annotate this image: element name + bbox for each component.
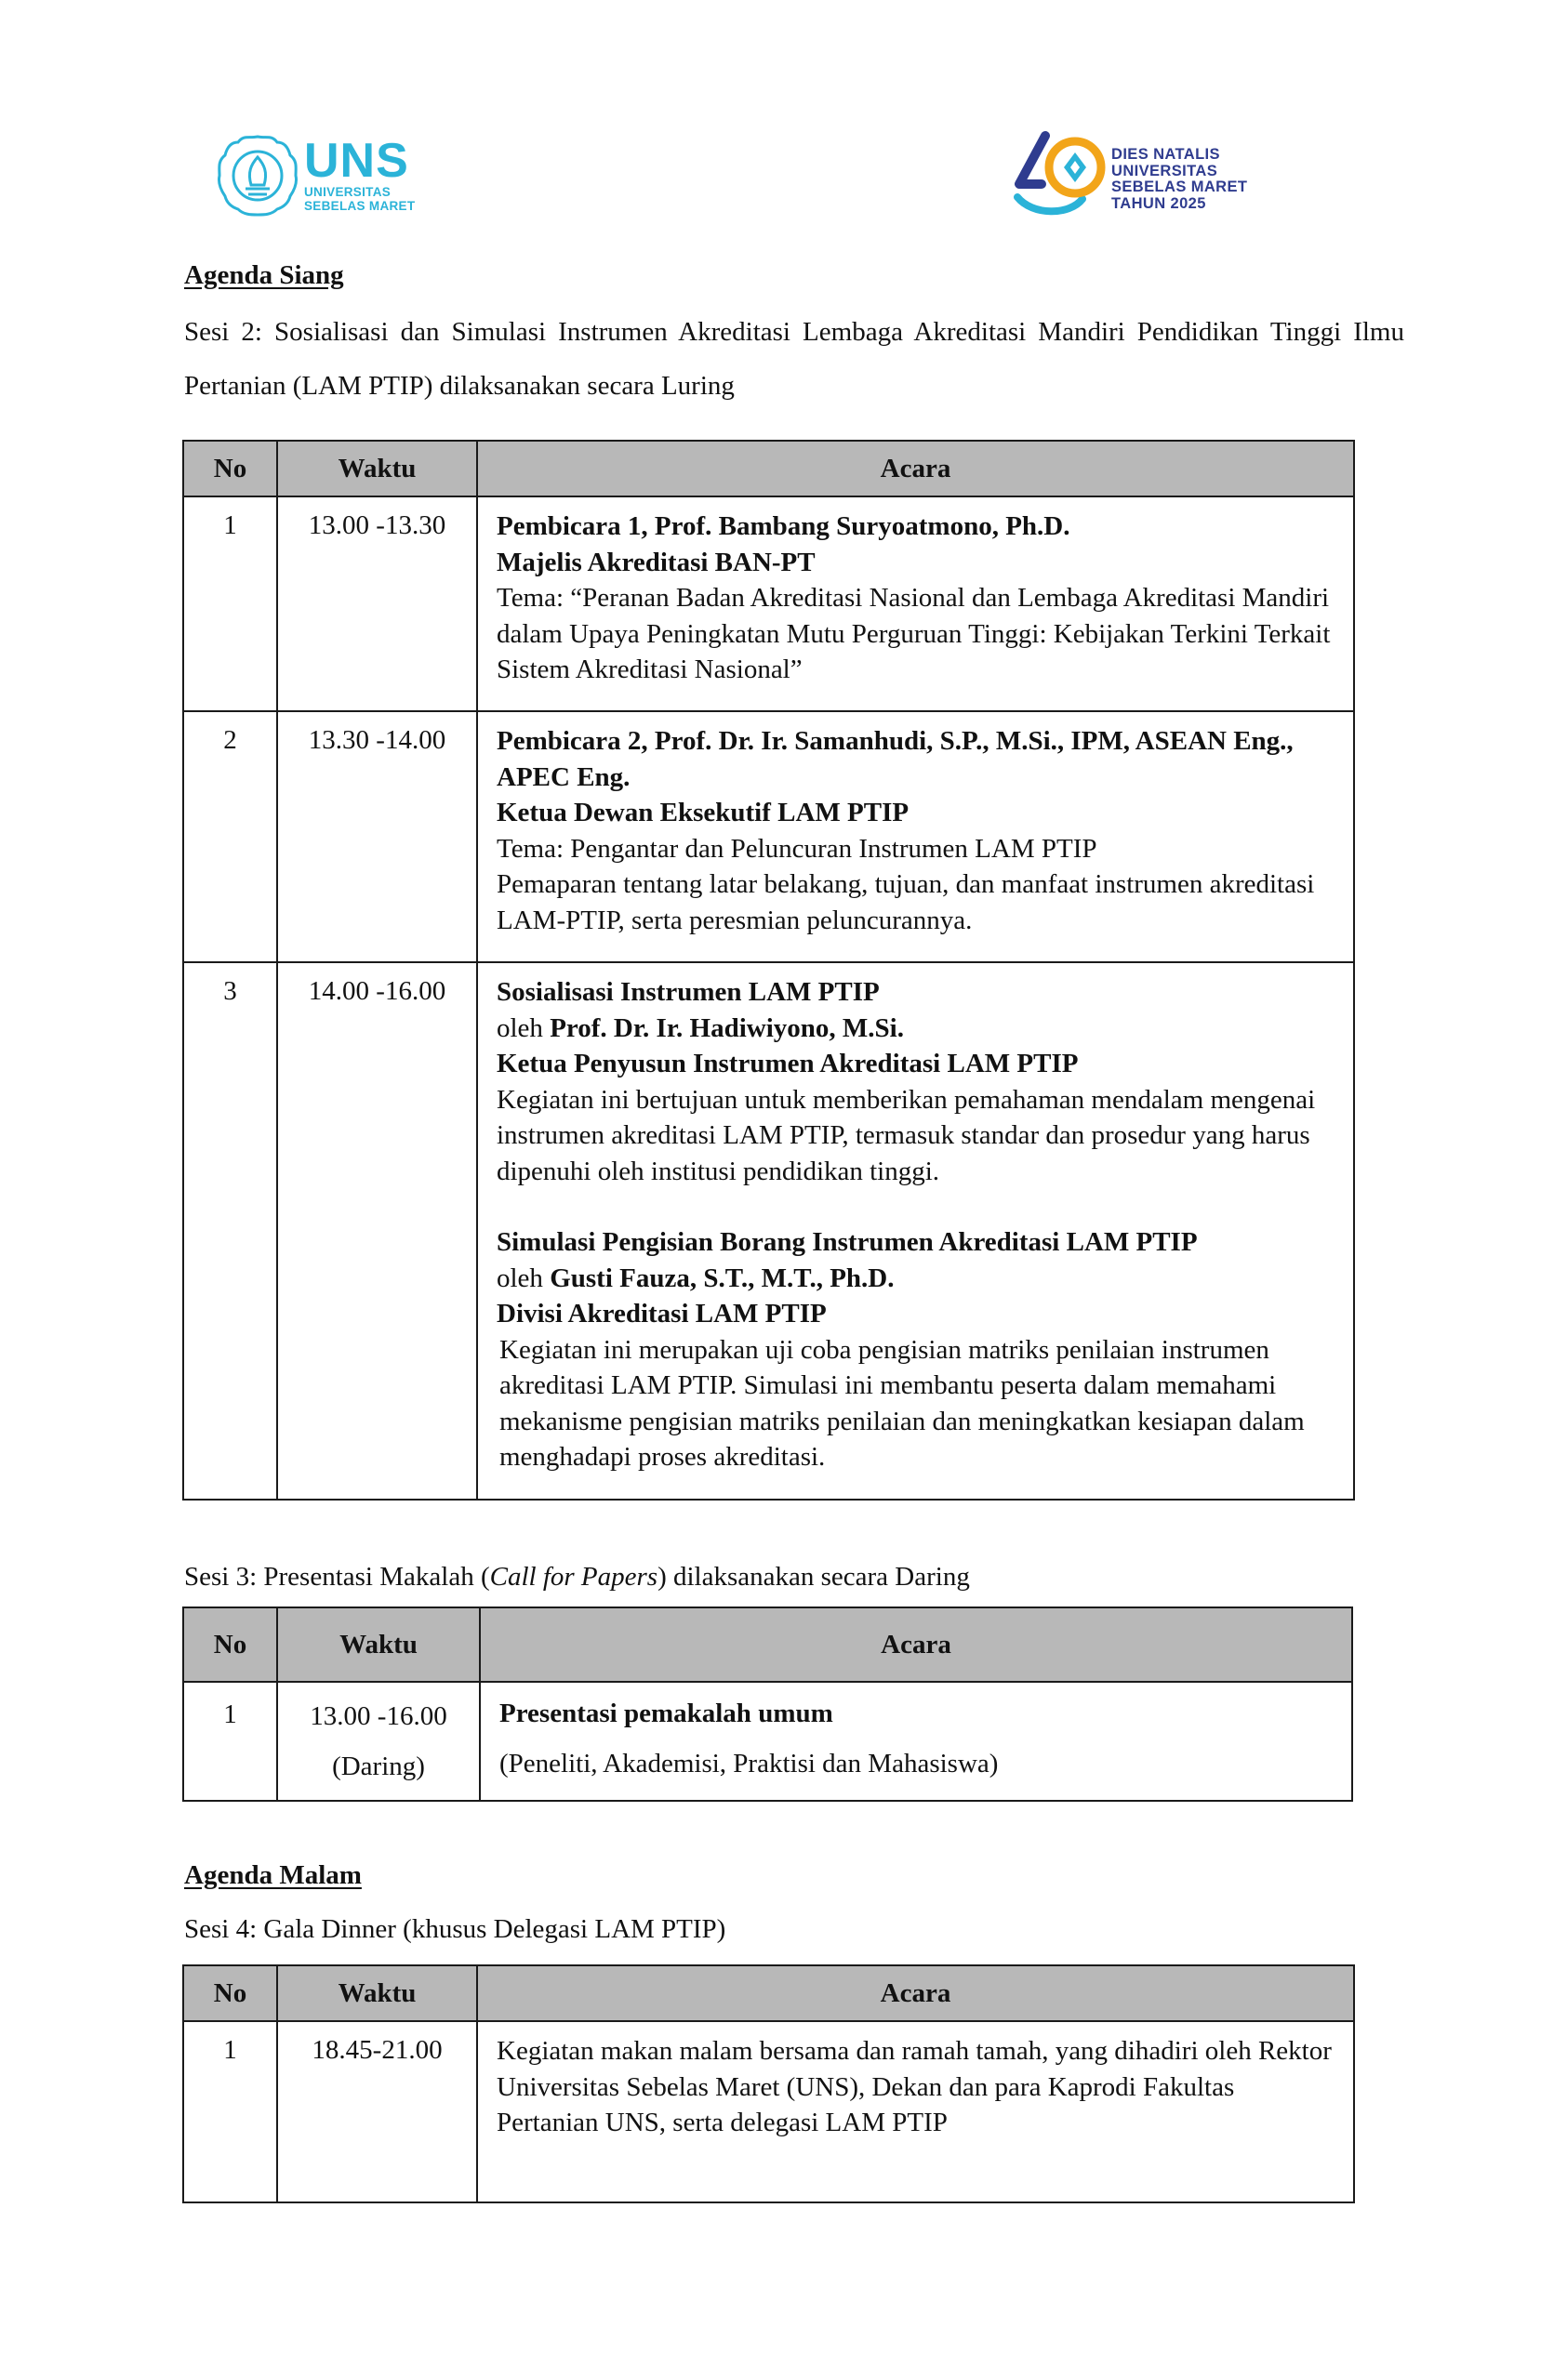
agenda-malam-heading: Agenda Malam — [184, 1860, 362, 1890]
session-b-description: Kegiatan ini merupakan uji coba pengisian matriks penilaian instrumen akreditasi LAM PTIP. Simulasi ini membantu peserta dalam memahami mekanisme pengisian matriks penilaian dan meningkatkan kesiapan dalam menghadapi proses akreditasi. — [499, 1334, 1305, 1472]
session-b-title: Simulasi Pengisian Borang Instrumen Akreditasi LAM PTIP — [497, 1227, 1198, 1257]
row-no: 1 — [183, 1682, 277, 1801]
table-row — [183, 496, 1354, 711]
row-acara — [480, 1682, 1352, 1801]
session-a-title: Sosialisasi Instrumen LAM PTIP — [497, 977, 880, 1007]
row-no: 2 — [183, 711, 277, 962]
speaker-name: Pembicara 1, Prof. Bambang Suryoatmono, Ph.D. — [497, 511, 1070, 541]
row-acara — [477, 711, 1354, 962]
sesi-3-description — [184, 1550, 970, 1604]
sesi-2-table — [182, 440, 1355, 1501]
speaker-name: Pembicara 2, Prof. Dr. Ir. Samanhudi, S.P., M.Si., IPM, ASEAN Eng., APEC Eng. — [497, 726, 1294, 792]
sesi-3-suffix: ) dilaksanakan secara Daring — [657, 1562, 970, 1592]
table-header-row — [183, 1965, 1354, 2021]
dies-line-2: UNIVERSITAS — [1111, 162, 1218, 179]
column-header-waktu: Waktu — [277, 441, 477, 496]
uns-line-2: SEBELAS MARET — [304, 199, 416, 213]
oleh-label: oleh — [497, 1263, 551, 1293]
row-acara — [477, 496, 1354, 711]
dies-49-emblem-icon — [1014, 130, 1107, 223]
speaker-role: Divisi Akreditasi LAM PTIP — [497, 1299, 827, 1329]
column-header-no: No — [183, 1607, 277, 1682]
column-header-no: No — [183, 1965, 277, 2021]
sesi-3-italic: Call for Papers — [489, 1562, 658, 1592]
column-header-no: No — [183, 441, 277, 496]
speaker-role: Ketua Penyusun Instrumen Akreditasi LAM PTIP — [497, 1049, 1079, 1078]
row-waktu: 14.00 -16.00 — [277, 962, 477, 1500]
column-header-acara: Acara — [480, 1607, 1352, 1682]
sesi-2-description: Sesi 2: Sosialisasi dan Simulasi Instrumen Akreditasi Lembaga Akreditasi Mandiri Pendidikan Tinggi Ilmu Pertanian (LAM PTIP) dilaksanakan secara Luring — [184, 317, 1404, 401]
speaker-role: Majelis Akreditasi BAN-PT — [497, 547, 816, 577]
row-no: 1 — [183, 496, 277, 711]
row-waktu: 18.45-21.00 — [277, 2021, 477, 2202]
sesi-3-prefix: Sesi 3: Presentasi Makalah ( — [184, 1562, 490, 1592]
speaker-name: Prof. Dr. Ir. Hadiwiyono, M.Si. — [550, 1012, 904, 1043]
oleh-label: oleh — [497, 1012, 551, 1043]
row-no: 3 — [183, 962, 277, 1500]
speaker-name: Gusti Fauza, S.T., M.T., Ph.D. — [550, 1263, 895, 1293]
dies-line-4: TAHUN 2025 — [1111, 194, 1206, 212]
table-header-row — [183, 441, 1354, 496]
row-waktu — [277, 1682, 480, 1801]
sesi-4-table — [182, 1964, 1355, 2203]
speaker-role: Ketua Dewan Eksekutif LAM PTIP — [497, 798, 910, 827]
agenda-siang-heading: Agenda Siang — [184, 260, 344, 290]
waktu-time: 13.00 -16.00 — [310, 1701, 447, 1731]
table-row — [183, 962, 1354, 1500]
uns-line-1: UNIVERSITAS — [304, 185, 392, 199]
session-a-description: Kegiatan ini bertujuan untuk memberikan pemahaman mendalam mengenai instrumen akreditasi LAM PTIP, termasuk standar dan prosedur yang harus dipenuhi oleh institusi pendidikan tinggi. — [497, 1084, 1316, 1186]
table-header-row — [183, 1607, 1352, 1682]
dies-line-1: DIES NATALIS — [1111, 146, 1220, 163]
table-row — [183, 2021, 1354, 2202]
dies-natalis-logo — [1014, 130, 1265, 223]
sesi-4-description: Sesi 4: Gala Dinner (khusus Delegasi LAM PTIP) — [184, 1914, 726, 1944]
session-b-speaker — [497, 1261, 1342, 1297]
uns-emblem-icon — [216, 133, 299, 218]
uns-wordmark: UNS — [304, 134, 409, 188]
column-header-acara: Acara — [477, 441, 1354, 496]
row-waktu: 13.30 -14.00 — [277, 711, 477, 962]
column-header-waktu: Waktu — [277, 1607, 480, 1682]
row-acara — [477, 962, 1354, 1500]
waktu-mode: (Daring) — [332, 1752, 425, 1781]
row-no: 1 — [183, 2021, 277, 2202]
row-waktu: 13.00 -13.30 — [277, 496, 477, 711]
description-text: Pemaparan tentang latar belakang, tujuan, dan manfaat instrumen akreditasi LAM-PTIP, serta peresmian peluncurannya. — [497, 869, 1315, 935]
event-participants: (Peneliti, Akademisi, Praktisi dan Mahasiswa) — [499, 1749, 999, 1778]
table-row — [183, 711, 1354, 962]
column-header-waktu: Waktu — [277, 1965, 477, 2021]
topic-text: Tema: “Peranan Badan Akreditasi Nasional dan Lembaga Akreditasi Mandiri dalam Upaya Peningkatan Mutu Perguruan Tinggi: Kebijakan Terkini Terkait Sistem Akreditasi Nasional” — [497, 583, 1331, 684]
table-row — [183, 1682, 1352, 1801]
event-title: Presentasi pemakalah umum — [499, 1699, 833, 1728]
spacer — [497, 1189, 1342, 1224]
topic-text: Tema: Pengantar dan Peluncuran Instrumen LAM PTIP — [497, 833, 1097, 864]
dies-line-3: SEBELAS MARET — [1111, 178, 1248, 195]
column-header-acara: Acara — [477, 1965, 1354, 2021]
uns-logo — [216, 133, 430, 222]
session-a-speaker — [497, 1011, 1342, 1047]
sesi-3-table — [182, 1606, 1353, 1802]
row-acara: Kegiatan makan malam bersama dan ramah tamah, yang dihadiri oleh Rektor Universitas Sebelas Maret (UNS), Dekan dan para Kaprodi Fakultas Pertanian UNS, serta delegasi LAM PTIP — [477, 2021, 1354, 2202]
